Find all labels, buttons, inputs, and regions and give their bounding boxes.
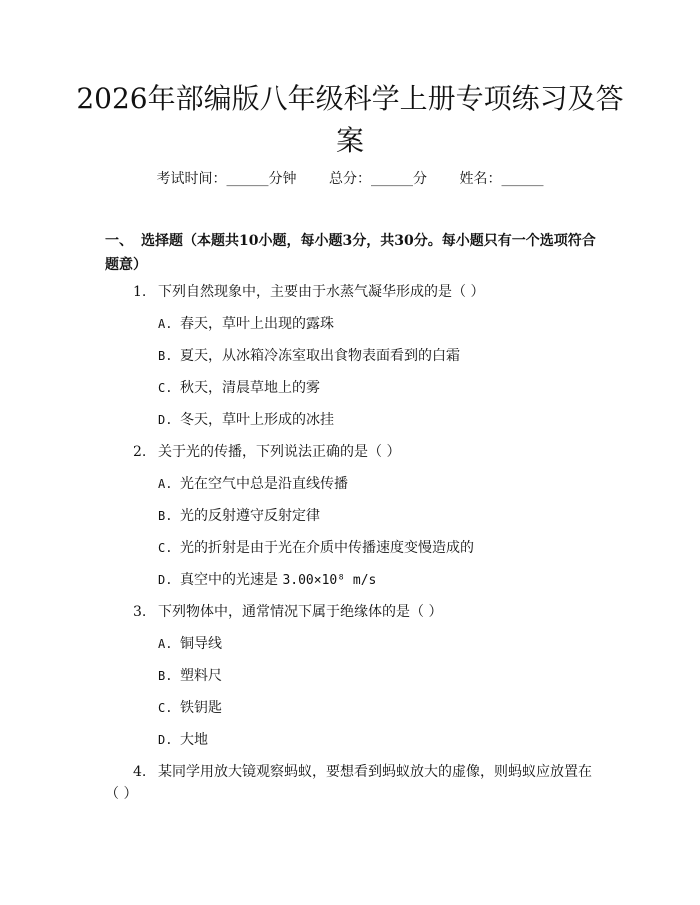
option-letter: C. (158, 381, 173, 395)
option-3a (158, 634, 222, 654)
name-field: 姓名：______ (459, 171, 544, 187)
option-1a (158, 314, 334, 334)
question-number: 3. (133, 604, 147, 620)
exam-info-line (0, 168, 700, 188)
light-speed-formula: 3.00×10⁸ m/s (282, 573, 377, 588)
option-2b (158, 506, 320, 526)
question-number: 4. (133, 764, 147, 780)
option-letter: B. (158, 349, 173, 363)
exam-time-field: 考试时间：______分钟 (156, 171, 297, 187)
question-number: 2. (133, 444, 147, 460)
option-text: 光的反射遵守反射定律 (180, 508, 320, 524)
option-1c (158, 378, 320, 398)
question-text: 下列物体中，通常情况下属于绝缘体的是（ ） (158, 604, 443, 620)
option-text: 夏天，从冰箱冷冻室取出食物表面看到的白霜 (180, 348, 460, 364)
option-letter: A. (158, 477, 173, 491)
option-letter: D. (158, 573, 173, 587)
question-3 (133, 602, 442, 622)
option-3c (158, 698, 222, 718)
option-text: 秋天，清晨草地上的雾 (180, 380, 320, 396)
option-2d (158, 570, 376, 591)
option-3d (158, 730, 208, 750)
option-text: 大地 (180, 732, 208, 748)
option-letter: A. (158, 637, 173, 651)
option-text: 光的折射是由于光在介质中传播速度变慢造成的 (180, 540, 474, 556)
question-text: 某同学用放大镜观察蚂蚁，要想看到蚂蚁放大的虚像，则蚂蚁应放置在 (158, 764, 592, 780)
option-1d (158, 410, 334, 430)
option-2a (158, 474, 348, 494)
question-text: 关于光的传播，下列说法正确的是（ ） (158, 444, 401, 460)
question-number: 1. (133, 284, 147, 300)
option-text: 光在空气中总是沿直线传播 (180, 476, 348, 492)
option-3b (158, 666, 222, 686)
option-letter: B. (158, 669, 173, 683)
option-letter: D. (158, 413, 173, 427)
option-text: 冬天，草叶上形成的冰挂 (180, 412, 334, 428)
section-heading-text: 选择题（本题共10小题，每小题3分，共30分。每小题只有一个选项符合题意） (105, 233, 596, 273)
option-letter: A. (158, 317, 173, 331)
total-score-field: 总分：______分 (329, 171, 427, 187)
question-4 (105, 762, 603, 802)
option-letter: C. (158, 701, 173, 715)
option-text: 铁钥匙 (180, 700, 222, 716)
question-1 (133, 282, 484, 302)
page-title: 2026年部编版八年级科学上册专项练习及答案 (76, 82, 624, 157)
option-1b (158, 346, 460, 366)
option-text: 春天，草叶上出现的露珠 (180, 316, 334, 332)
section-heading (105, 229, 605, 277)
question-text: 下列自然现象中，主要由于水蒸气凝华形成的是（ ） (158, 284, 485, 300)
option-letter: D. (158, 733, 173, 747)
option-letter: B. (158, 509, 173, 523)
option-text: 塑料尺 (180, 668, 222, 684)
option-text: 真空中的光速是 (180, 572, 278, 588)
section-number: 一、 (105, 233, 133, 249)
option-letter: C. (158, 541, 173, 555)
question-continuation: （ ） (105, 786, 138, 802)
question-2 (133, 442, 400, 462)
option-text: 铜导线 (180, 636, 222, 652)
option-2c (158, 538, 474, 558)
